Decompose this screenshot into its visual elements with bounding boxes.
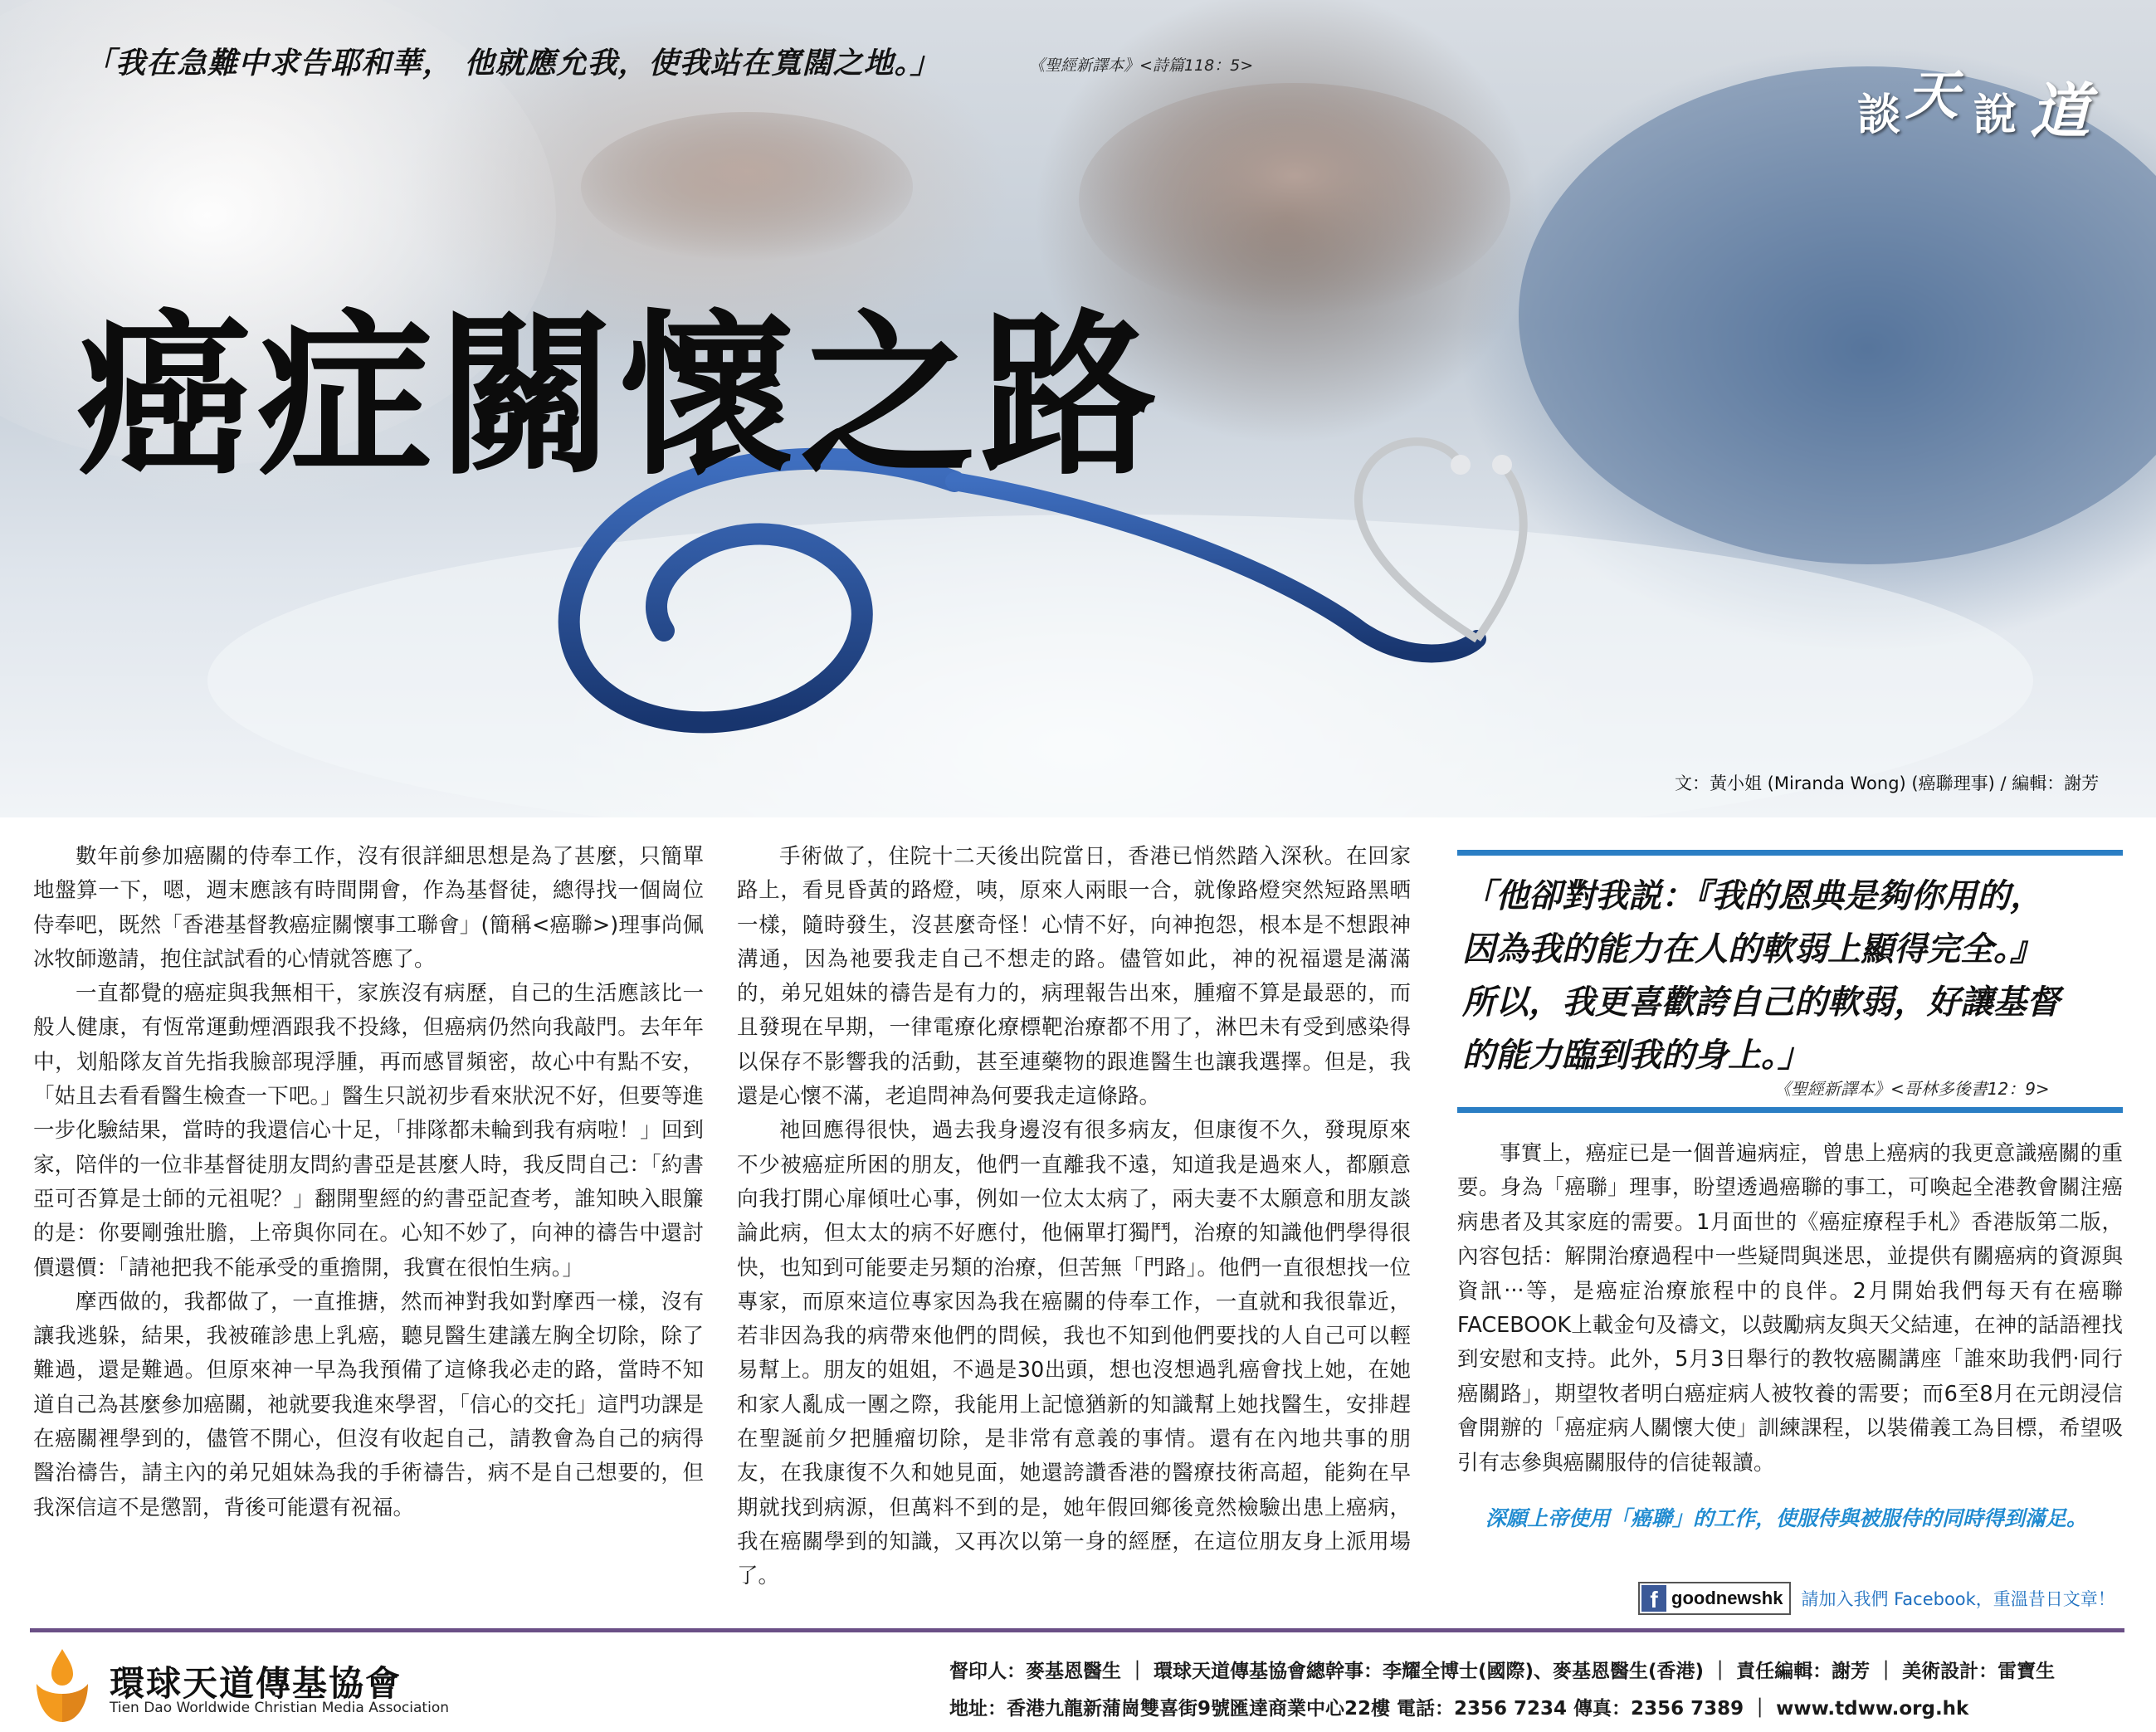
paragraph: 數年前參加癌關的侍奉工作，沒有很詳細思想是為了甚麼，只簡單地盤算一下，嗯，週末應該有時間開會，作為基督徒，總得找一個崗位侍奉吧，既然「香港基督教癌症關懷事工聯會」(簡稱<癌聯>)理事尚佩冰牧師邀請，抱住試試看的心情就答應了。 [33, 844, 704, 972]
organization-logo-icon [33, 1647, 91, 1724]
logo-char: 談 [1857, 90, 1901, 140]
hero-photo-banner [0, 0, 2156, 817]
facebook-icon: f [1641, 1585, 1666, 1612]
divider [1457, 1107, 2123, 1113]
sidebar-article [1457, 1137, 2123, 1481]
paragraph: 祂回應得很快，過去我身邊沒有很多病友，但康復不久，發現原來不少被癌症所困的朋友，他們一直離我不遠，知道我是過來人，都願意向我打開心扉傾吐心事，例如一位太太病了，兩夫妻不太願意和朋友談論此病，但太太的病不好應付，他倆單打獨鬥，治療的知識他們學得很快，也知到可能要走另類的治療，但苦無「門路」。他們一直很想找一位專家，而原來這位專家因為我在癌關的侍奉工作，一直就和我很靠近，若非因為我的病帶來他們的問候，我也不知到他們要找的人自己可以輕易幫上。朋友的姐姐，不過是30出頭，想也沒想過乳癌會找上她，在她和家人亂成一團之際，我能用上記憶猶新的知識幫上她找醫生，安排趕在聖誕前夕把腫瘤切除，是非常有意義的事情。還有在內地共事的朋友，在我康復不久和她見面，她還誇讚香港的醫療技術高超，能夠在早期就找到病源，但萬料不到的是，她年假回鄉後竟然檢驗出患上癌病，我在癌關學到的知識，又再次以第一身的經歷，在這位朋友身上派用場了。 [737, 1118, 1411, 1589]
pull-quote-line: 的能力臨到我的身上。」 [1462, 1037, 1811, 1075]
organization-name-cn: 環球天道傳基協會 [110, 1663, 402, 1704]
footer-divider [30, 1628, 2124, 1632]
organization-name-en: Tien Dao Worldwide Christian Media Association [110, 1700, 449, 1716]
divider [1457, 850, 2123, 856]
logo-char: 天 [1905, 65, 1958, 127]
pull-quote [1462, 870, 2118, 1082]
pull-quote-line: 所以，我更喜歡誇自己的軟弱，好讓基督 [1462, 983, 2060, 1022]
paragraph: 事實上，癌症已是一個普遍病症，曾患上癌病的我更意識癌關的重要。身為「癌聯」理事，盼望透過癌聯的事工，可喚起全港教會關注癌病患者及其家庭的需要。1月面世的《癌症療程手札》香港版第二版，內容包括：解開治療過程中一些疑問與迷思，並提供有關癌病的資源與資訊‧‧‧等，是癌症治療旅程中的良伴。2月開始我們每天有在癌聯FACEBOOK上載金句及禱文，以鼓勵病友與天父結連，在神的話語裡找到安慰和支持。此外，5月3日舉行的教牧癌關講座「誰來助我們‧同行癌關路」，期望牧者明白癌症病人被牧養的需要；而6至8月在元朗浸信會開辦的「癌症病人關懷大使」訓練課程，以裝備義工為目標，希望吸引有志參與癌關服侍的信徒報讀。 [1457, 1141, 2123, 1476]
scripture-quote: 「我在急難中求告耶和華， 他就應允我，使我站在寬闊之地。」 [85, 46, 941, 81]
facebook-link[interactable] [1638, 1582, 1791, 1615]
scripture-reference: 《聖經新譯本》<詩篇118：5> [1029, 56, 1254, 75]
page-title: 癌症關懷之路 [76, 294, 1162, 499]
article-column-2 [737, 840, 1411, 1594]
logo-char: 說 [1973, 90, 2017, 140]
paragraph: 手術做了，住院十二天後出院當日，香港已悄然踏入深秋。在回家路上，看見昏黃的路燈，咦，原來人兩眼一合，就像路燈突然短路黑晒一樣，隨時發生，沒甚麼奇怪！心情不好，向神抱怨，根本是不想跟神溝通，因為祂要我走自己不想走的路。儘管如此，神的祝福還是滿滿的，弟兄姐妹的禱告是有力的，病理報告出來，腫瘤不算是最惡的，而且發現在早期，一律電療化療標靶治療都不用了，淋巴未有受到感染得以保存不影響我的活動，甚至連藥物的跟進醫生也讓我選擇。但是，我還是心懷不滿，老追問神為何要我走這條路。 [737, 844, 1411, 1110]
column-logo [1857, 46, 2106, 146]
facebook-handle: goodnewshk [1671, 1588, 1783, 1608]
article-column-1 [33, 840, 704, 1525]
footer-contact: 地址：香港九龍新蒲崗雙喜街9號匯達商業中心22樓 電話：2356 7234 傳真：2356 7389 ｜ www.tdww.org.hk [949, 1698, 1969, 1720]
paragraph: 一直都覺的癌症與我無相干，家族沒有病歷，自己的生活應該比一般人健康，有恆常運動煙酒跟我不投緣，但癌病仍然向我敲門。去年年中，划船隊友首先指我臉部現浮腫，再而感冒頻密，故心中有點不安，「姑且去看看醫生檢查一下吧。」醫生只説初步看來狀況不好，但要等進一步化驗結果，當時的我還信心十足，「排隊都未輪到我有病啦！」回到家，陪伴的一位非基督徒朋友問約書亞是甚麼人時，我反問自己：「約書亞可否算是士師的元祖呢？」翻開聖經的約書亞記查考，誰知映入眼簾的是：你要剛強壯膽，上帝與你同在。心知不妙了，向神的禱告中還討價還價：「請祂把我不能承受的重擔開，我實在很怕生病。」 [33, 981, 704, 1281]
pull-quote-line: 因為我的能力在人的軟弱上顯得完全。』 [1462, 930, 2043, 968]
byline: 文：黃小姐 (Miranda Wong) (癌聯理事) / 編輯：謝芳 [1675, 773, 2100, 793]
pull-quote-line: 「他卻對我説：『我的恩典是夠你用的， [1462, 877, 2043, 915]
facebook-invite: 請加入我們 Facebook，重溫昔日文章！ [1801, 1589, 2115, 1609]
footer-credits: 督印人：麥基恩醫生 ｜ 環球天道傳基協會總幹事：李耀全博士(國際)、麥基恩醫生(香港) ｜ 責任編輯：謝芳 ｜ 美術設計：雷寶生 [949, 1661, 2056, 1682]
paragraph: 摩西做的，我都做了，一直推搪，然而神對我如對摩西一樣，沒有讓我逃躲，結果，我被確診患上乳癌，聽見醫生建議左胸全切除，除了難過，還是難過。但原來神一早為我預備了這條我必走的路，當時不知道自己為甚麼參加癌關，祂就要我進來學習，「信心的交托」這門功課是在癌關裡學到的，儘管不開心，但沒有收起自己，請教會為自己的病得醫治禱告，請主內的弟兄姐妹為我的手術禱告，病不是自己想要的，但我深信這不是懲罰，背後可能還有祝福。 [33, 1289, 704, 1520]
closing-prayer: 深願上帝使用「癌聯」的工作，使服侍與被服侍的同時得到滿足。 [1485, 1506, 2088, 1530]
facebook-promo [1638, 1582, 2115, 1615]
pull-quote-reference: 《聖經新譯本》<哥林多後書12：9> [1774, 1079, 2050, 1099]
logo-char: 道 [2030, 76, 2090, 146]
